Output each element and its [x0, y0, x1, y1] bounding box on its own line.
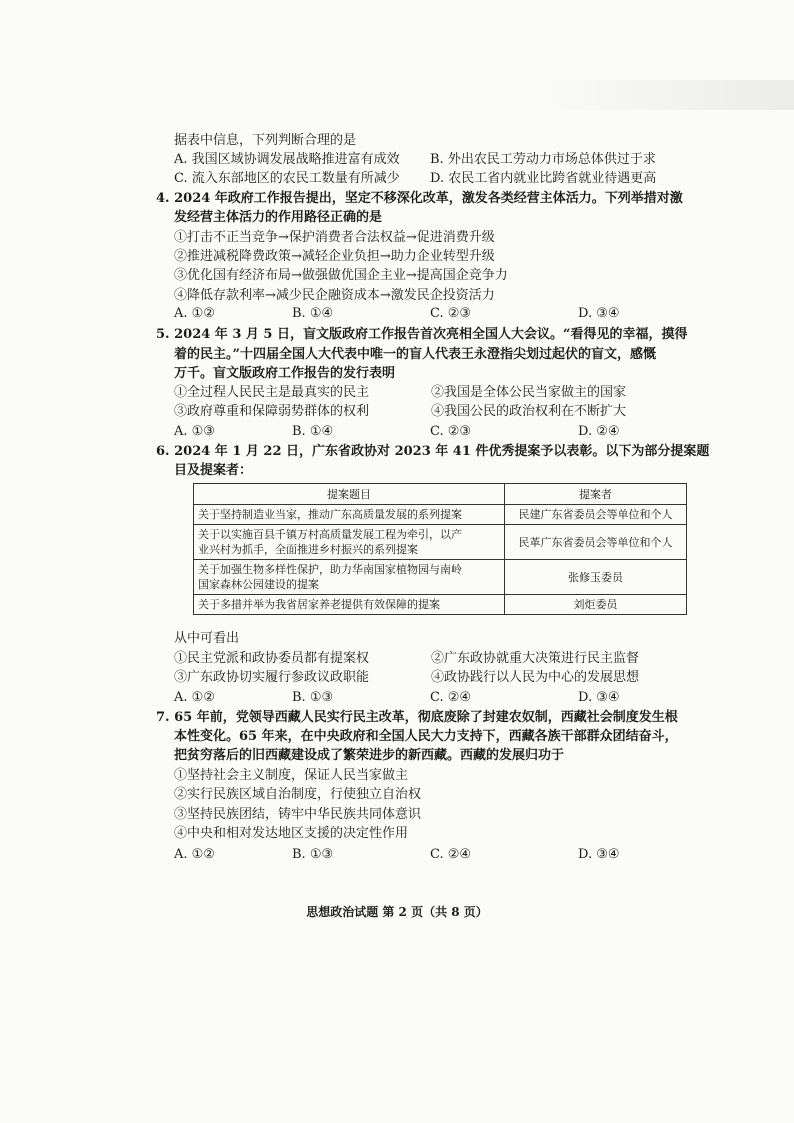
- q5-item-1: ①全过程人民民主是最真实的民主: [174, 385, 370, 400]
- q6-stem-line-2: 目及提案者：: [174, 463, 253, 478]
- q7-item-3: ③坚持民族团结，铸牢中华民族共同体意识: [174, 807, 422, 822]
- q5-stem-line-1: 5. 2024 年 3 月 5 日，盲文版政府工作报告首次亮相全国人大会议。“看得见的幸福，摸得: [156, 327, 688, 342]
- q4-item-1: ①打击不正当竞争→保护消费者合法权益→促进消费升级: [174, 230, 495, 245]
- q4-stem-line-2: 发经营主体活力的作用路径正确的是: [174, 210, 383, 225]
- q4-answer-a: A. ①②: [174, 306, 215, 321]
- proposal-title: 关于加强生物多样性保护，助力华南国家植物园与南岭 国家森林公园建设的提案: [194, 560, 505, 595]
- q7-answer-a: A. ①②: [174, 847, 215, 862]
- q7-answer-d: D. ③④: [578, 847, 620, 862]
- q7-item-2: ②实行民族区域自治制度，行使独立自治权: [174, 787, 422, 802]
- q5-answer-a: A. ①③: [174, 424, 215, 439]
- q5-answer-d: D. ②④: [578, 424, 620, 439]
- q6-answers: [174, 688, 620, 708]
- q5-item-3: ③政府尊重和保障弱势群体的权利: [174, 404, 370, 419]
- q5-item-2: ②我国是全体公民当家做主的国家: [431, 385, 627, 400]
- q5-answer-c: C. ②③: [430, 424, 472, 439]
- table-row: [194, 525, 687, 560]
- q6-item-4: ④政协践行以人民为中心的发展思想: [431, 670, 640, 685]
- q6-stem-line-1: 6. 2024 年 1 月 22 日，广东省政协对 2023 年 41 件优秀提案予以表彰。以下为部分提案题: [156, 444, 710, 459]
- scan-shadow: [520, 80, 794, 110]
- q4-item-4: ④降低存款利率→减少民企融资成本→激发民企投资活力: [174, 288, 495, 303]
- q4-answer-c: C. ②③: [430, 306, 472, 321]
- q4-item-2: ②推进减税降费政策→减轻企业负担→助力企业转型升级: [174, 249, 495, 264]
- proposal-table: [193, 483, 687, 615]
- col-header-title: 提案题目: [194, 484, 505, 505]
- q4-answer-d: D. ③④: [578, 306, 620, 321]
- table-row: [194, 560, 687, 595]
- proposal-proposer: 民建广东省委员会等单位和个人: [505, 505, 687, 525]
- q6-after-table: 从中可看出: [174, 631, 240, 646]
- q3-option-b: B. 外出农民工劳动力市场总体供过于求: [430, 152, 656, 167]
- table-row: [194, 505, 687, 525]
- col-header-proposer: 提案者: [505, 484, 687, 505]
- proposal-table-header: [194, 484, 687, 505]
- q6-item-1: ①民主党派和政协委员都有提案权: [174, 651, 370, 666]
- proposal-proposer: 民革广东省委员会等单位和个人: [505, 525, 687, 560]
- q3-option-c: C. 流入东部地区的农民工数量有所减少: [174, 171, 400, 186]
- q7-answers: [174, 845, 620, 865]
- q5-answers: [174, 422, 620, 442]
- q7-stem-line-2: 本性变化。65 年来，在中央政府和全国人民大力支持下，西藏各族干部群众团结奋斗，: [174, 729, 678, 744]
- q6-answer-d: D. ③④: [578, 690, 620, 705]
- q6-answer-b: B. ①③: [292, 690, 334, 705]
- proposal-proposer: 张修玉委员: [505, 560, 687, 595]
- q4-answers: [174, 304, 620, 324]
- q5-item-4: ④我国公民的政治权利在不断扩大: [431, 404, 627, 419]
- proposal-proposer: 刘炬委员: [505, 595, 687, 615]
- q4-item-3: ③优化国有经济布局→做强做优国企主业→提高国企竞争力: [174, 268, 508, 283]
- page-footer: 思想政治试题 第 2 页（共 8 页）: [306, 905, 488, 919]
- q5-stem-line-2: 着的民主。”十四届全国人大代表中唯一的盲人代表王永澄指尖划过起伏的盲文，感慨: [174, 347, 656, 362]
- q7-stem-line-3: 把贫穷落后的旧西藏建设成了繁荣进步的新西藏。西藏的发展归功于: [174, 748, 565, 763]
- proposal-title: 关于多措并举为我省居家养老提供有效保障的提案: [194, 595, 505, 615]
- q3-option-a: A. 我国区域协调发展战略推进富有成效: [174, 152, 400, 167]
- proposal-title: 关于坚持制造业当家，推动广东高质量发展的系列提案: [194, 505, 505, 525]
- q5-stem-line-3: 万千。盲文版政府工作报告的发行表明: [174, 366, 396, 381]
- q7-item-1: ①坚持社会主义制度，保证人民当家做主: [174, 768, 409, 783]
- q6-item-3: ③广东政协切实履行参政议政职能: [174, 670, 370, 685]
- q3-option-d: D. 农民工省内就业比跨省就业待遇更高: [430, 171, 657, 186]
- q7-item-4: ④中央和相对发达地区支援的决定性作用: [174, 826, 409, 841]
- q5-answer-b: B. ①④: [292, 424, 334, 439]
- q4-stem-line-1: 4. 2024 年政府工作报告提出，坚定不移深化改革，激发各类经营主体活力。下列举措对激: [156, 191, 683, 206]
- q7-answer-b: B. ①③: [292, 847, 334, 862]
- q4-answer-b: B. ①④: [292, 306, 334, 321]
- table-row: [194, 595, 687, 615]
- q6-answer-c: C. ②④: [430, 690, 472, 705]
- q3-stem: 据表中信息，下列判断合理的是: [174, 133, 357, 148]
- q6-answer-a: A. ①②: [174, 690, 215, 705]
- q7-stem-line-1: 7. 65 年前，党领导西藏人民实行民主改革，彻底废除了封建农奴制，西藏社会制度发生根: [156, 710, 678, 725]
- q7-answer-c: C. ②④: [430, 847, 472, 862]
- proposal-title: 关于以实施百县千镇万村高质量发展工程为牵引，以产 业兴村为抓手，全面推进乡村振兴的系列提案: [194, 525, 505, 560]
- q6-item-2: ②广东政协就重大决策进行民主监督: [431, 651, 640, 666]
